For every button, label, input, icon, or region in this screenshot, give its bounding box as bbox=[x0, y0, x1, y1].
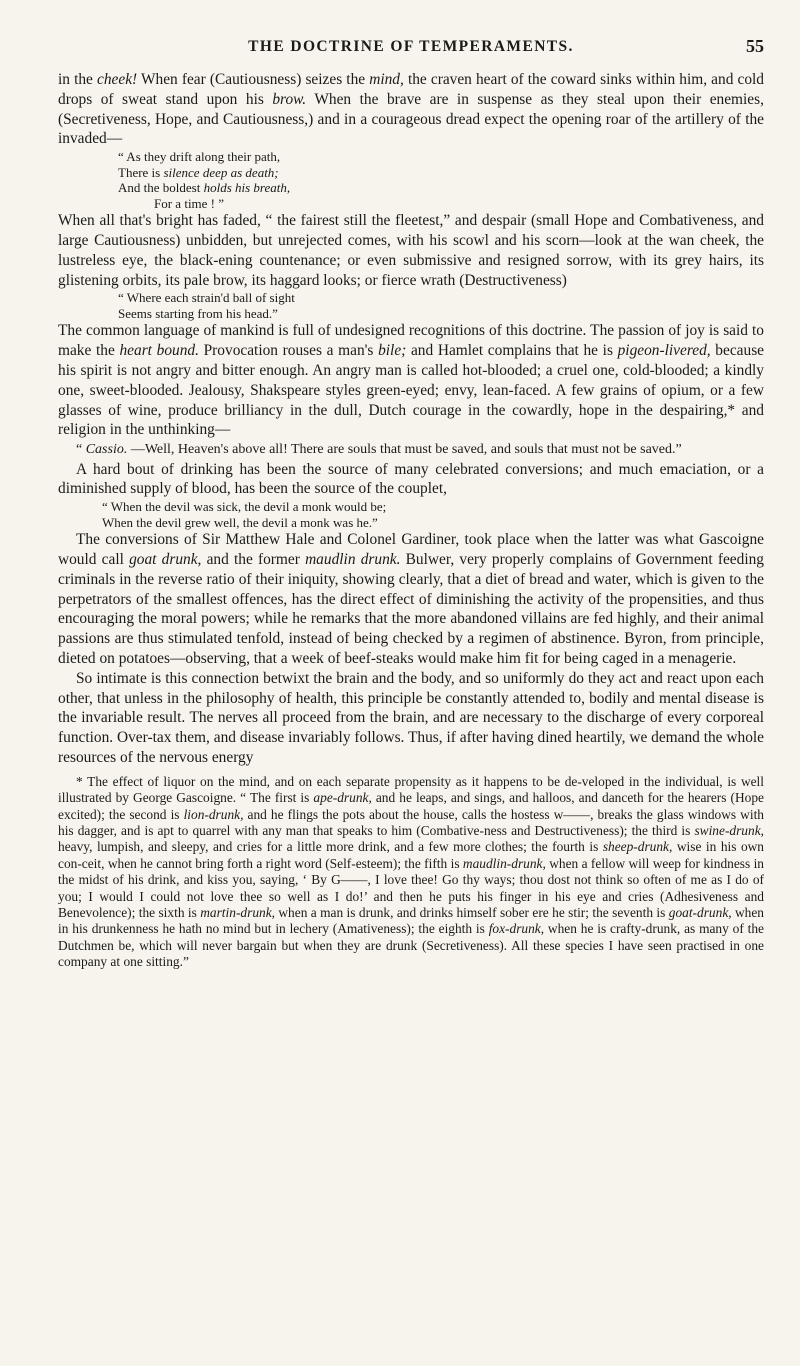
verse-line: And the boldest holds his breath, bbox=[118, 180, 291, 196]
paragraph-conversions-intro: A hard bout of drinking has been the source of many celebrated conversions; and much emaciation, or a diminished supply of blood, has been the source of the couplet, bbox=[58, 460, 764, 498]
paragraph-conversions: The conversions of Sir Matthew Hale and Colonel Gardiner, took place when the latter was what Gascoigne would call goat drunk, and the former maudlin drunk. Bulwer, very properly complains of Government feeding criminals in the reverse ratio of their iniquity, showing clearly, that a diet of bread and water, which is given to the perpetrators of the smallest offences, has the direct effect of diminishing the activity of the propensities, and thus encouraging the moral powers; while he remarks that the more abandoned villains are fed highly, and their animal passions are thus stimulated tenfold, instead of being checked by a regimen of abstinence. Byron, from principle, dieted on potatoes—observing, that a week of beef-steaks would make him fit for being caged in a menagerie. bbox=[58, 531, 764, 668]
paragraph-fear: in the cheek! When fear (Cautiousness) seizes the mind, the craven heart of the coward sinks within him, and cold drops of sweat stand upon his brow. When the brave are in suspense as they steal upon their enemies, (Secretiveness, Hope, and Cautiousness,) and in a courageous dread expect the opening roar of the artillery of the invaded— bbox=[58, 71, 764, 148]
verse-strain bbox=[58, 290, 764, 321]
page-number: 55 bbox=[746, 36, 764, 56]
verse-devil bbox=[58, 499, 764, 530]
book-page bbox=[58, 36, 764, 971]
paragraph-despair: When all that's bright has faded, “ the fairest still the fleetest,” and despair (small Hope and Combativeness, and large Cautiousness) unbidden, but unrejected comes, with his scowl and his scorn—look at the wan cheek, the lustreless eye, the black-ening countenance; or even submissive and resigned sorrow, with its grey hairs, its glistening orbits, its pale brow, its haggard looks; or fierce wrath (Destructiveness) bbox=[58, 212, 764, 289]
verse-line: “ As they drift along their path, bbox=[118, 149, 281, 165]
verse-line: Seems starting from his head.” bbox=[118, 305, 278, 321]
paragraph-brain-body: So intimate is this connection betwixt the brain and the body, and so uniformly do they act and react upon each other, that unless in the philosophy of health, this principle be constantly attended to, bodily and mental disease is the invariable result. The nerves all proceed from the brain, and are necessary to the discharge of every corporeal function. Over-tax them, and disease invariably follows. Thus, if after having dined heartily, we demand the whole resources of the nervous energy bbox=[58, 669, 764, 767]
verse-line: “ Where each strain'd ball of sight bbox=[118, 290, 295, 306]
cassio-quote: “ Cassio. —Well, Heaven's above all! There are souls that must be saved, and souls that must not be saved.” bbox=[76, 442, 682, 458]
footnote: * The effect of liquor on the mind, and on each separate propensity as it happens to be de-veloped in the individual, is well illustrated by George Gascoigne. “ The first is ape-drunk, and he leaps, and sings, and halloos, and danceth for the hearers (Hope excited); the second is lion-drunk, and he flings the pots about the house, calls the hostess w——, breaks the glass windows with his dagger, and is apt to quarrel with any man that speaks to him (Combative-ness and Destructiveness); the third is swine-drunk, heavy, lumpish, and sleepy, and cries for a little more drink, and a few more clothes; the fourth is sheep-drunk, wise in his own con-ceit, when he cannot bring forth a right word (Self-esteem); the fifth is maudlin-drunk, when a fellow will weep for kindness in the midst of his drink, and kiss you, saying, ‘ By G——, I love thee! Go thy ways; thou dost not think so often of me as I do of you; I would I could not love thee so well as I do!’ and then he puts his finger in his eye and cries (Adhesiveness and Benevolence); the sixth is martin-drunk, when a man is drunk, and drinks himself sober ere he stir; the seventh is goat-drunk, when in his drunkenness he hath no mind but in lechery (Amativeness); the eighth is fox-drunk, when he is crafty-drunk, as many of the Dutchmen be, which will never bargain but when they are drunk (Secretiveness). All these species I have seen practised in one company at one sitting.” bbox=[58, 773, 765, 970]
page-header bbox=[58, 36, 764, 70]
verse-line: When the devil grew well, the devil a monk was he.” bbox=[102, 514, 378, 530]
verse-line: “ When the devil was sick, the devil a monk would be; bbox=[102, 499, 387, 515]
verse-line: For a time ! ” bbox=[154, 195, 225, 211]
verse-line: There is silence deep as death; bbox=[118, 164, 279, 180]
running-title: THE DOCTRINE OF TEMPERAMENTS. bbox=[248, 38, 574, 55]
verse-silence bbox=[58, 149, 764, 211]
paragraph-common-language: The common language of mankind is full of undesigned recognitions of this doctrine. The passion of joy is said to make the heart bound. Provocation rouses a man's bile; and Hamlet complains that he is pigeon-livered, because his spirit is not angry and bitter enough. An angry man is called hot-blooded; a cruel one, cold-blooded; a kindly one, sweet-blooded. Jealousy, Shakspeare styles green-eyed; envy, lean-faced. A few grains of opium, or a few glasses of wine, produce brilliancy in the dull, Dutch courage in the cowardly, hope in the despairing,* and religion in the unthinking— bbox=[58, 322, 765, 439]
